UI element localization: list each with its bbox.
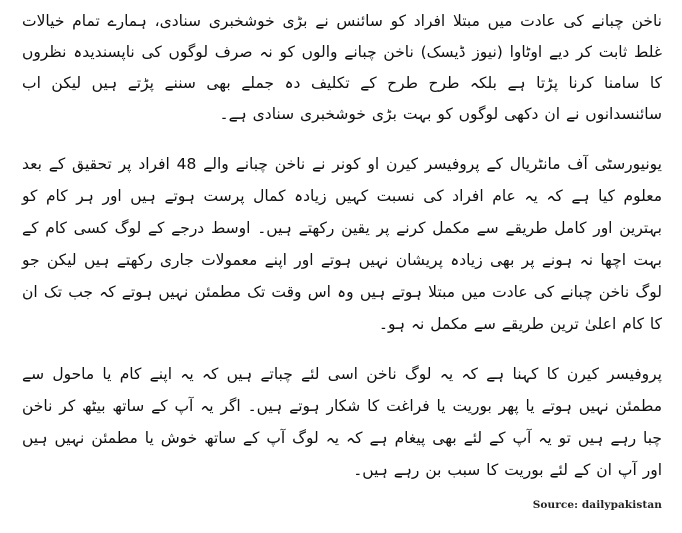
article-body bbox=[22, 6, 662, 486]
article-paragraph: ناخن چبانے کی عادت میں مبتلا افراد کو سائنس نے بڑی خوشخبری سنادی، ہمارے تمام خیالات غلط ثابت کر دیے اوٹاوا (نیوز ڈیسک) ناخن چبانے والوں کو نہ صرف لوگوں کی ناپسندیدہ نظروں کا سامنا کرنا پڑتا ہے بلکہ طرح طرح کے تکلیف دہ جملے بھی سننے پڑتے ہیں لیکن اب سائنسدانوں نے ان دکھی لوگوں کو بہت بڑی خوشخبری سنادی ہے۔ bbox=[22, 12, 662, 123]
source-credit: Source: dailypakistan bbox=[532, 499, 662, 511]
article-paragraph: یونیورسٹی آف مانٹریال کے پروفیسر کیرن او کونر نے ناخن چبانے والے 48 افراد پر تحقیق کے بعد معلوم کیا ہے کہ یہ عام افراد کی نسبت کہیں زیادہ کمال پرست ہوتے ہیں اور ہر کام کو بہترین اور کامل طریقے سے مکمل کرنے پر یقین رکھتے ہیں۔ اوسط درجے کے لوگ کسی کام کے بہت اچھا نہ ہونے پر بھی زیادہ پریشان نہیں ہوتے اور اپنے معمولات جاری رکھتے ہیں لیکن جو لوگ ناخن چبانے کی عادت میں مبتلا ہوتے ہیں وہ اس وقت تک مطمئن نہیں ہوتے کہ جب تک ان کا کام اعلیٰ ترین طریقے سے مکمل نہ ہو۔ bbox=[22, 155, 662, 333]
article-paragraph: پروفیسر کیرن کا کہنا ہے کہ یہ لوگ ناخن اسی لئے چباتے ہیں کہ یہ اپنے کام یا ماحول سے مطمئن نہیں ہوتے یا پھر بوریت یا فراغت کا شکار ہوتے ہیں۔ اگر یہ آپ کے ساتھ بیٹھ کر ناخن چبا رہے ہیں تو یہ آپ کے لئے بھی پیغام ہے کہ یہ لوگ آپ کے ساتھ خوش یا مطمئن نہیں ہیں اور آپ ان کے لئے بوریت کا سبب بن رہے ہیں۔ bbox=[22, 365, 662, 479]
